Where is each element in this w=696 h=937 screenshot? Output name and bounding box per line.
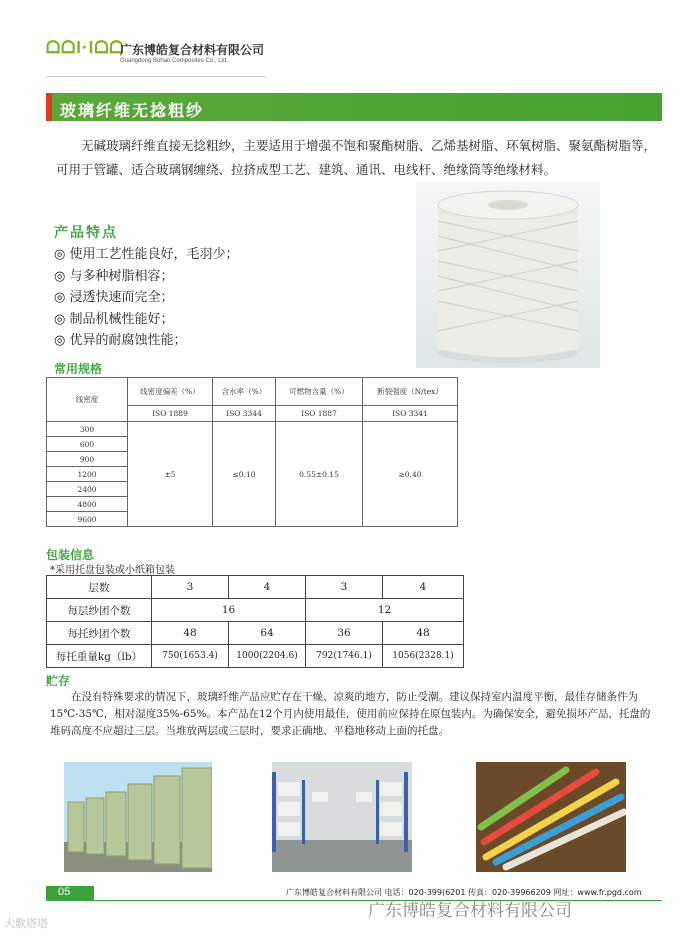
page-title: 玻璃纤维无捻粗纱 bbox=[60, 101, 205, 120]
spec-heading: 常用规格 bbox=[54, 362, 103, 376]
packing-cell: 1000(2204.6) bbox=[229, 645, 306, 668]
watermark-right: 广东博皓复合材料有限公司 bbox=[368, 901, 572, 921]
spec-value: ≤0.10 bbox=[213, 422, 276, 527]
footer-contact: 广东博皓复合材料有限公司 电话：020-399(6201 传真：020-39966209 网址：www.fr.pgd.com bbox=[286, 888, 642, 897]
packing-cell: 1056(2328.1) bbox=[383, 645, 464, 668]
packing-cell: 12 bbox=[306, 599, 464, 622]
feature-item: ◎ 使用工艺性能良好，毛羽少； bbox=[54, 244, 239, 266]
packing-cell: 3 bbox=[306, 576, 383, 599]
spec-value: ±5 bbox=[128, 422, 213, 527]
page-number: 05 bbox=[58, 886, 71, 898]
packing-table bbox=[46, 575, 464, 668]
packing-cell: 48 bbox=[383, 622, 464, 645]
company-name-en: Guangdong Bohao Composites Co., Ltd. bbox=[120, 58, 229, 64]
packing-cell: 3 bbox=[152, 576, 229, 599]
watermark-left: 大歌塔塔 bbox=[4, 917, 48, 930]
packing-cell: 4 bbox=[229, 576, 306, 599]
company-logo: ᗝᗝl·lᗝᗝ bbox=[46, 38, 125, 57]
packing-cell: 48 bbox=[152, 622, 229, 645]
spec-standard: ISO 1889 bbox=[128, 406, 213, 422]
storage-heading: 贮存 bbox=[46, 674, 71, 688]
spec-standard: ISO 1887 bbox=[276, 406, 363, 422]
photo-storage-tanks bbox=[64, 762, 212, 872]
packing-cell: 4 bbox=[383, 576, 464, 599]
packing-heading: 包装信息 bbox=[46, 548, 95, 562]
packing-note: *采用托盘包装或小纸箱包装 bbox=[50, 565, 175, 576]
spec-col-density: 线密度 bbox=[47, 378, 128, 422]
photo-warehouse bbox=[272, 762, 412, 872]
spec-density: 1200 bbox=[47, 467, 128, 482]
packing-cell: 16 bbox=[152, 599, 306, 622]
spec-header: 可燃物含量（%） bbox=[276, 378, 363, 406]
packing-row-label: 每托纱团个数 bbox=[47, 622, 152, 645]
spec-header: 线密度偏差（%） bbox=[128, 378, 213, 406]
spec-density: 4800 bbox=[47, 497, 128, 512]
feature-item: ◎ 制品机械性能好； bbox=[54, 309, 239, 331]
spec-density: 900 bbox=[47, 452, 128, 467]
packing-cell: 750(1653.4) bbox=[152, 645, 229, 668]
spec-header: 断裂强度（N/tex） bbox=[363, 378, 458, 406]
packing-cell: 64 bbox=[229, 622, 306, 645]
spec-standard: ISO 3344 bbox=[213, 406, 276, 422]
spec-density: 2400 bbox=[47, 482, 128, 497]
packing-cell: 36 bbox=[306, 622, 383, 645]
company-name-cn: 广东博皓复合材料有限公司 bbox=[120, 43, 265, 57]
intro-paragraph: 无碱玻璃纤维直接无捻粗纱，主要适用于增强不饱和聚酯树脂、乙烯基树脂、环氧树脂、聚氨酯树脂等，可用于管罐、适合玻璃钢缠绕、拉挤成型工艺、建筑、通讯、电线杆、绝缘筒等绝缘材料。 bbox=[56, 138, 657, 177]
features-heading: 产品特点 bbox=[54, 225, 118, 241]
feature-item: ◎ 优异的耐腐蚀性能； bbox=[54, 330, 239, 352]
photo-profiles bbox=[476, 762, 626, 872]
spec-standard: ISO 3341 bbox=[363, 406, 458, 422]
spec-table bbox=[46, 377, 458, 527]
spec-density: 9600 bbox=[47, 512, 128, 527]
packing-row-label: 每托重量kg（lb） bbox=[47, 645, 152, 668]
packing-cell: 792(1746.1) bbox=[306, 645, 383, 668]
spec-density: 600 bbox=[47, 437, 128, 452]
packing-row-label: 层数 bbox=[47, 576, 152, 599]
spec-value: ≥0.40 bbox=[363, 422, 458, 527]
spec-value: 0.55±0.15 bbox=[276, 422, 363, 527]
header-divider bbox=[46, 76, 266, 77]
spec-density: 300 bbox=[47, 422, 128, 437]
product-image-roving bbox=[416, 181, 600, 368]
feature-item: ◎ 与多种树脂相容； bbox=[54, 266, 239, 288]
packing-row-label: 每层纱团个数 bbox=[47, 599, 152, 622]
features-list bbox=[54, 244, 239, 352]
feature-item: ◎ 浸透快速而完全； bbox=[54, 287, 239, 309]
storage-paragraph: 在没有特殊要求的情况下，玻璃纤维产品应贮存在干燥、凉爽的地方，防止受潮。建议保持室内温度平衡，最佳存储条件为15℃-35℃，相对湿度35%-65%。本产品在12个月内使用最佳，使用前应保持在原包装内。为确保安全，避免损坏产品，托盘的堆码高度不应超过三层。当堆放两层或三层时，要求正确地、平稳地移动上面的托盘。 bbox=[50, 691, 651, 737]
spec-header: 含水率（%） bbox=[213, 378, 276, 406]
